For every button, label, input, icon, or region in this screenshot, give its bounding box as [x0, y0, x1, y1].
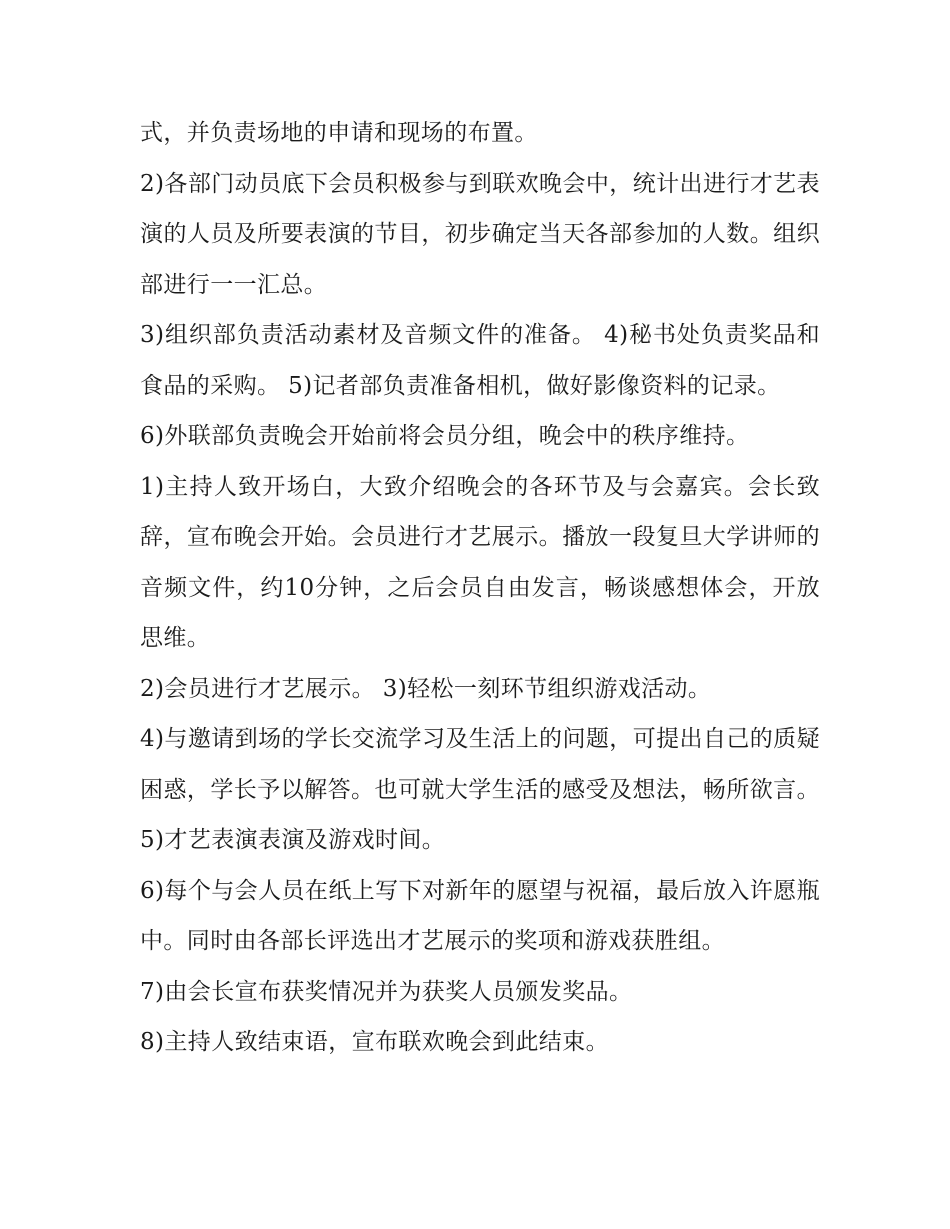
paragraph-materials-prizes-camera: 3)组织部负责活动素材及音频文件的准备。 4)秘书处负责奖品和食品的采购。 5)记者部负责准备相机，做好影像资料的记录。 [140, 322, 820, 399]
paragraph-senior-exchange: 4)与邀请到场的学长交流学习及生活上的问题，可提出自己的质疑困惑，学长予以解答。也可就大学生活的感受及想法，畅所欲言。 5)才艺表演表演及游戏时间。 [140, 726, 820, 853]
paragraph-opening: 1)主持人致开场白，大致介绍晚会的各环节及与会嘉宾。会长致辞，宣布晚会开始。会员进行才艺展示。播放一段复旦大学讲师的音频文件，约10分钟，之后会员自由发言，畅谈感想体会，开放思维。 [140, 473, 820, 651]
document-body [140, 108, 820, 1068]
paragraph-wishes: 6)每个与会人员在纸上写下对新年的愿望与祝福，最后放入许愿瓶中。同时由各部长评选出才艺展示的奖项和游戏获胜组。 [140, 877, 820, 954]
paragraph-grouping-order: 6)外联部负责晚会开始前将会员分组，晚会中的秩序维持。 [140, 423, 750, 449]
paragraph-talent-games: 2)会员进行才艺展示。 3)轻松一刻环节组织游戏活动。 [140, 675, 712, 702]
paragraph-venue: 式，并负责场地的申请和现场的布置。 [140, 120, 538, 146]
paragraph-awards: 7)由会长宣布获奖情况并为获奖人员颁发奖品。 [140, 978, 633, 1005]
paragraph-mobilize-members: 2)各部门动员底下会员积极参与到联欢晚会中，统计出进行才艺表演的人员及所要表演的节目，初步确定当天各部参加的人数。组织部进行一一汇总。 [140, 170, 820, 298]
paragraph-closing: 8)主持人致结束语，宣布联欢晚会到此结束。 [140, 1029, 610, 1055]
